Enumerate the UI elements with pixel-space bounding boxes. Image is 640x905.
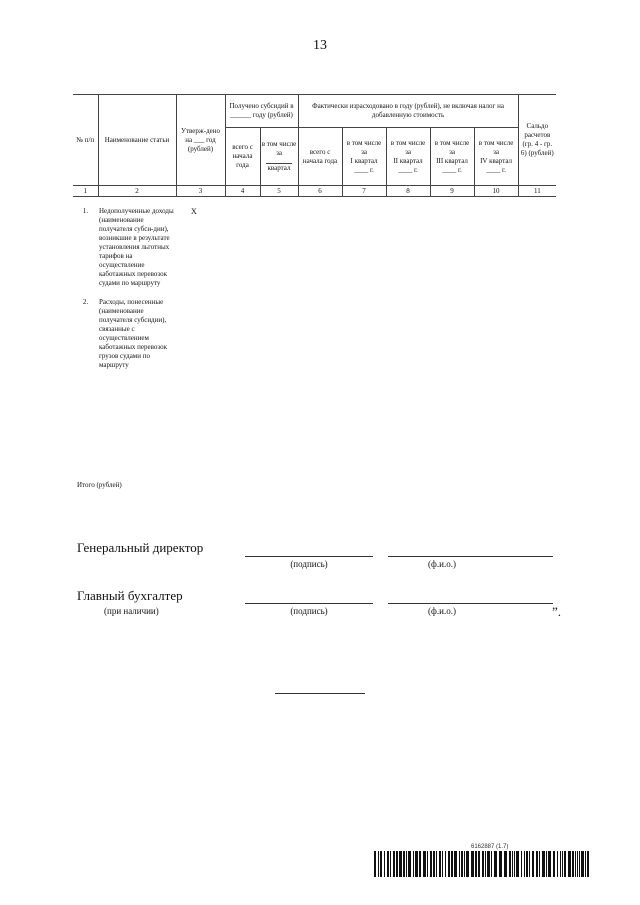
header-q1-line1: в том числе за	[346, 138, 382, 156]
header-q4	[474, 128, 518, 186]
column-number: 10	[474, 186, 518, 197]
header-received-group: Получено субсидий в ______ году (рублей)	[225, 95, 298, 128]
column-number: 9	[430, 186, 474, 197]
header-q1	[342, 128, 386, 186]
header-q2-line1: в том числе за	[390, 138, 426, 156]
column-number-row	[73, 186, 556, 197]
director-signature-caption: (подпись)	[290, 559, 328, 569]
row-approved	[176, 288, 225, 370]
header-no: № п/п	[73, 95, 98, 186]
row-name: Расходы, понесенные (наименование получателя субсидии), связанные с осуществлением каботажных перевозок грузов судами по маршруту	[99, 298, 168, 369]
header-name: Наименование статьи	[98, 95, 176, 186]
row-approved: X	[191, 207, 197, 216]
column-number: 5	[260, 186, 298, 197]
accountant-signature-caption: (подпись)	[290, 606, 328, 616]
column-number: 11	[518, 186, 556, 197]
row-name: Недополученные доходы (наименование получателя субси-дии), возникшие в результате установления льготных тарифов на осуществление каботажных перевозок судами по маршруту	[99, 207, 174, 287]
header-spent-group: Фактически израсходовано в году (рублей), не включая налог на добавленную стоимость	[298, 95, 518, 128]
column-number: 2	[98, 186, 176, 197]
total-label: Итого (рублей)	[77, 481, 122, 489]
header-received-quarter-line2: квартал	[267, 164, 291, 172]
accountant-title: Главный бухгалтер	[77, 588, 183, 603]
barcode-icon	[374, 851, 594, 877]
header-q3	[430, 128, 474, 186]
table-row	[73, 288, 556, 370]
row-number: 1.	[82, 207, 89, 215]
column-number: 1	[73, 186, 98, 197]
director-signature-line	[245, 556, 373, 557]
header-q2	[386, 128, 430, 186]
header-q4-line1: в том числе за	[478, 138, 514, 156]
row-number: 2.	[82, 298, 89, 306]
column-number: 7	[342, 186, 386, 197]
header-q3-line1: в том числе за	[434, 138, 470, 156]
column-number: 3	[176, 186, 225, 197]
header-received-total: всего с начала года	[225, 128, 260, 186]
footer-divider	[275, 693, 365, 694]
accountant-name-caption: (ф.и.о.)	[428, 606, 456, 616]
header-spent-total: всего с начала года	[298, 128, 342, 186]
header-q2-line2: II квартал ____ г.	[393, 156, 423, 174]
header-balance: Сальдо расчетов (гр. 4 - гр. 6) (рублей)	[518, 95, 556, 186]
header-q4-line2: IV квартал ____ г.	[480, 156, 513, 174]
director-title: Генеральный директор	[77, 540, 204, 555]
header-q1-line2: I квартал ____ г.	[350, 156, 378, 174]
page-number: 13	[313, 38, 327, 53]
header-q3-line2: III квартал ____ г.	[436, 156, 468, 174]
column-number: 6	[298, 186, 342, 197]
accountant-note: (при наличии)	[104, 606, 159, 616]
accountant-signature-line	[245, 603, 373, 604]
document-code: 6162887 (1.7)	[471, 844, 509, 850]
column-number: 4	[225, 186, 260, 197]
table-row	[73, 197, 556, 289]
accountant-name-line	[388, 603, 553, 604]
header-received-quarter-line1: в том числе за	[261, 140, 297, 157]
column-number: 8	[386, 186, 430, 197]
director-name-caption: (ф.и.о.)	[428, 559, 456, 569]
header-approved: Утверж-дено на ___ год (рублей)	[176, 95, 225, 186]
subsidy-table	[73, 94, 556, 370]
director-name-line	[388, 556, 553, 557]
header-received-quarter	[260, 128, 298, 186]
closing-quote: ”.	[552, 604, 562, 619]
